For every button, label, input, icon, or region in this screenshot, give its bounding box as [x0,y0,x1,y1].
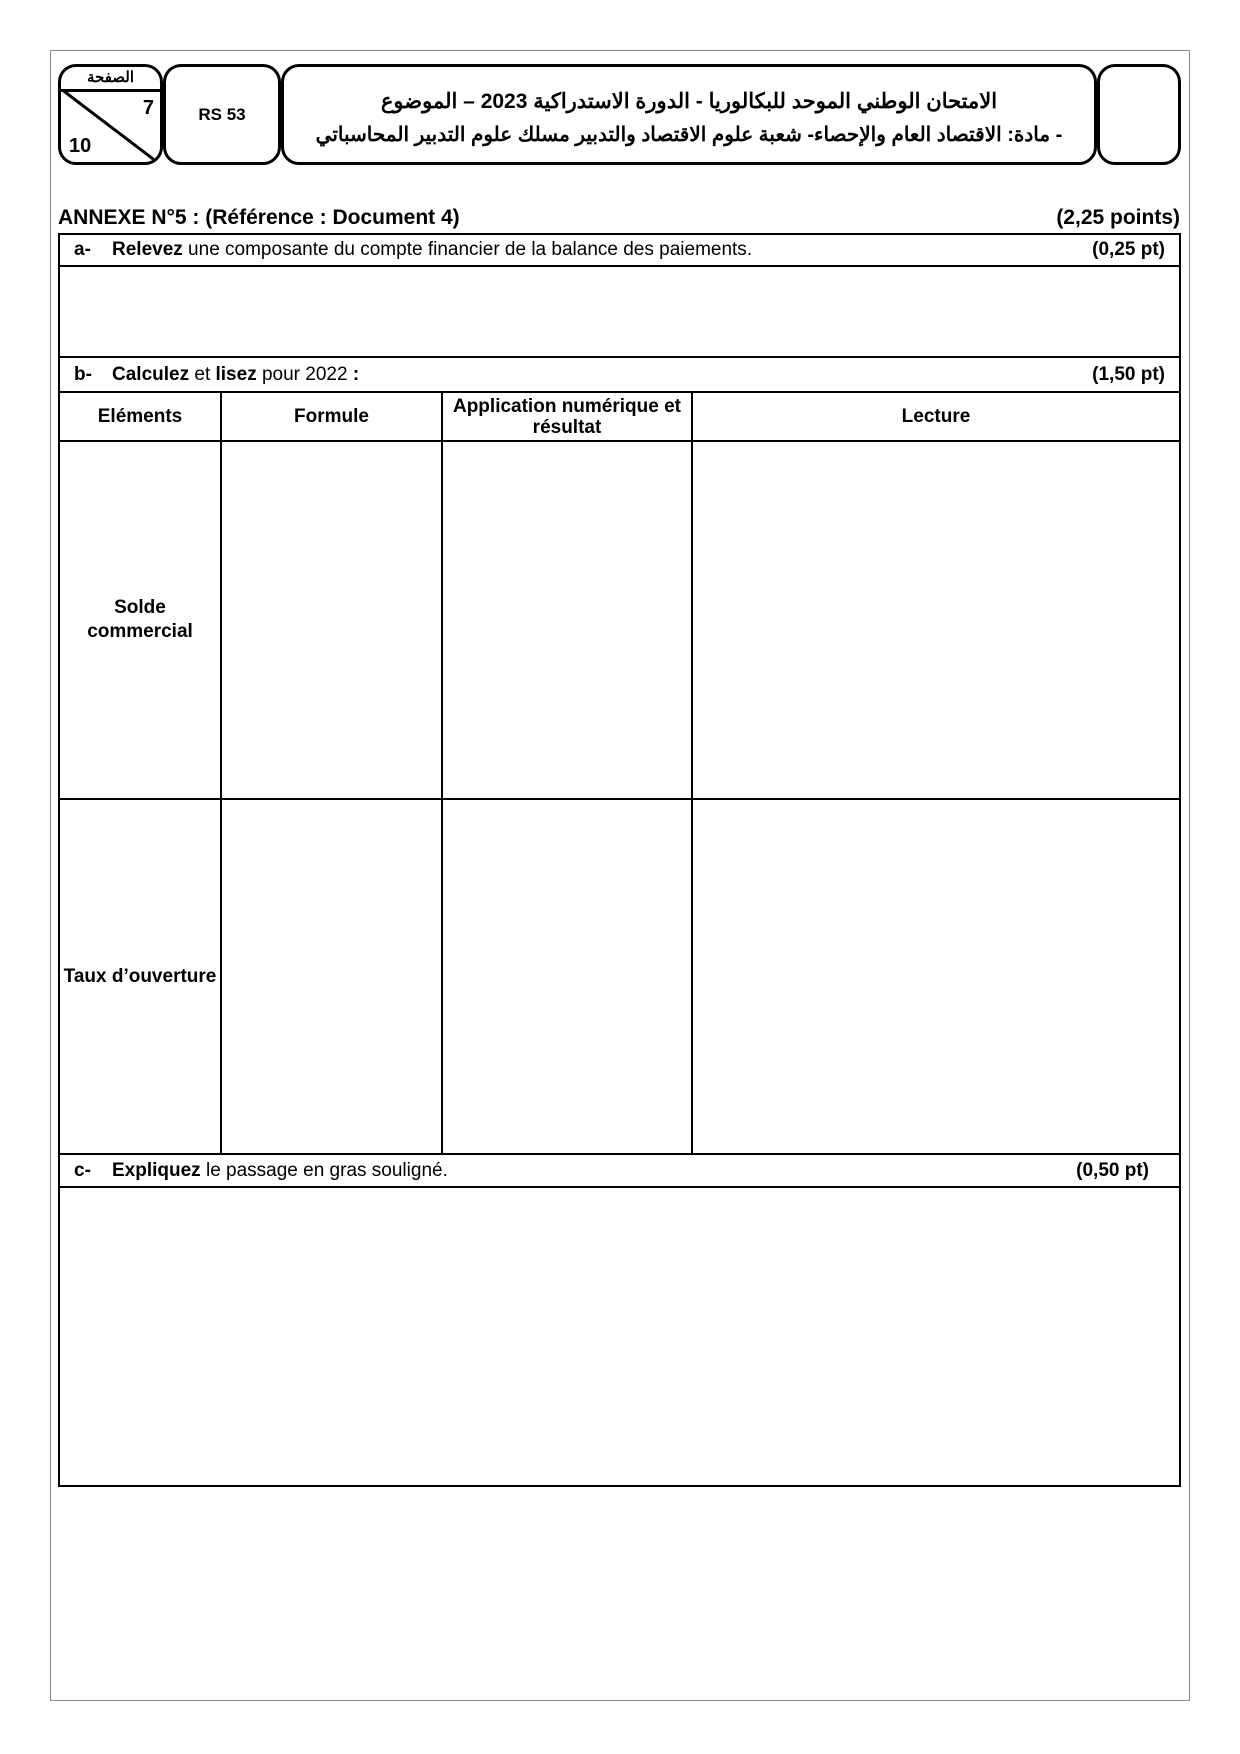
header-lecture: Lecture [692,392,1180,441]
question-b-mid: et [189,363,216,385]
formule-cell[interactable] [221,799,442,1154]
question-c-verb: Expliquez [112,1159,201,1181]
question-b [59,357,1180,392]
header-elements: Eléments [59,392,221,441]
lecture-cell[interactable] [692,799,1180,1154]
page-total: 10 [69,135,92,157]
question-c-text: le passage en gras souligné. [200,1159,448,1181]
annexe-title: ANNEXE N°5 : (Référence : Document 4) [58,206,460,229]
question-b-verb: Calculez [112,363,190,385]
question-a [59,234,1180,266]
formule-cell[interactable] [221,441,442,799]
element-solde-commercial: Solde commercial [59,441,221,799]
exam-title-line2: - مادة: الاقتصاد العام والإحصاء- شعبة علوم الاقتصاد والتدبير مسلك علوم التدبير المحاسباتي [315,124,1063,146]
annexe-table [58,233,1181,1487]
table-row [59,799,1180,1154]
annexe-points: (2,25 points) [1056,206,1180,229]
question-a-text: une composante du compte financier de la balance des paiements. [182,239,753,260]
question-b-text: pour 2022 [256,363,353,385]
question-c-label: c- [74,1159,91,1181]
header-application: Application numérique et résultat [442,392,692,441]
page-number: 7 [142,97,154,119]
application-cell[interactable] [442,441,692,799]
application-cell[interactable] [442,799,692,1154]
question-b-points: (1,50 pt) [1092,363,1165,385]
question-c [59,1154,1180,1187]
lecture-cell[interactable] [692,441,1180,799]
page-label: الصفحة [61,67,160,92]
page-number-box [58,64,163,165]
exam-code: RS 53 [163,64,281,165]
question-b-colon: : [352,363,360,385]
answer-a-field[interactable] [59,266,1180,357]
answer-c-field[interactable] [59,1187,1180,1486]
question-c-points: (0,50 pt) [1076,1159,1149,1181]
question-b-verb2: lisez [215,363,257,385]
question-a-points: (0,25 pt) [1092,239,1165,260]
exam-title-line1: الامتحان الوطني الموحد للبكالوريا - الدورة الاستدراكية 2023 – الموضوع [380,90,998,113]
question-a-label: a- [74,239,91,260]
empty-header-box [1097,64,1181,165]
table-row [59,441,1180,799]
exam-title-box [281,64,1097,165]
element-taux-ouverture: Taux d’ouverture [59,799,221,1154]
header-formule: Formule [221,392,442,441]
question-a-verb: Relevez [112,239,183,260]
question-b-label: b- [74,363,92,385]
